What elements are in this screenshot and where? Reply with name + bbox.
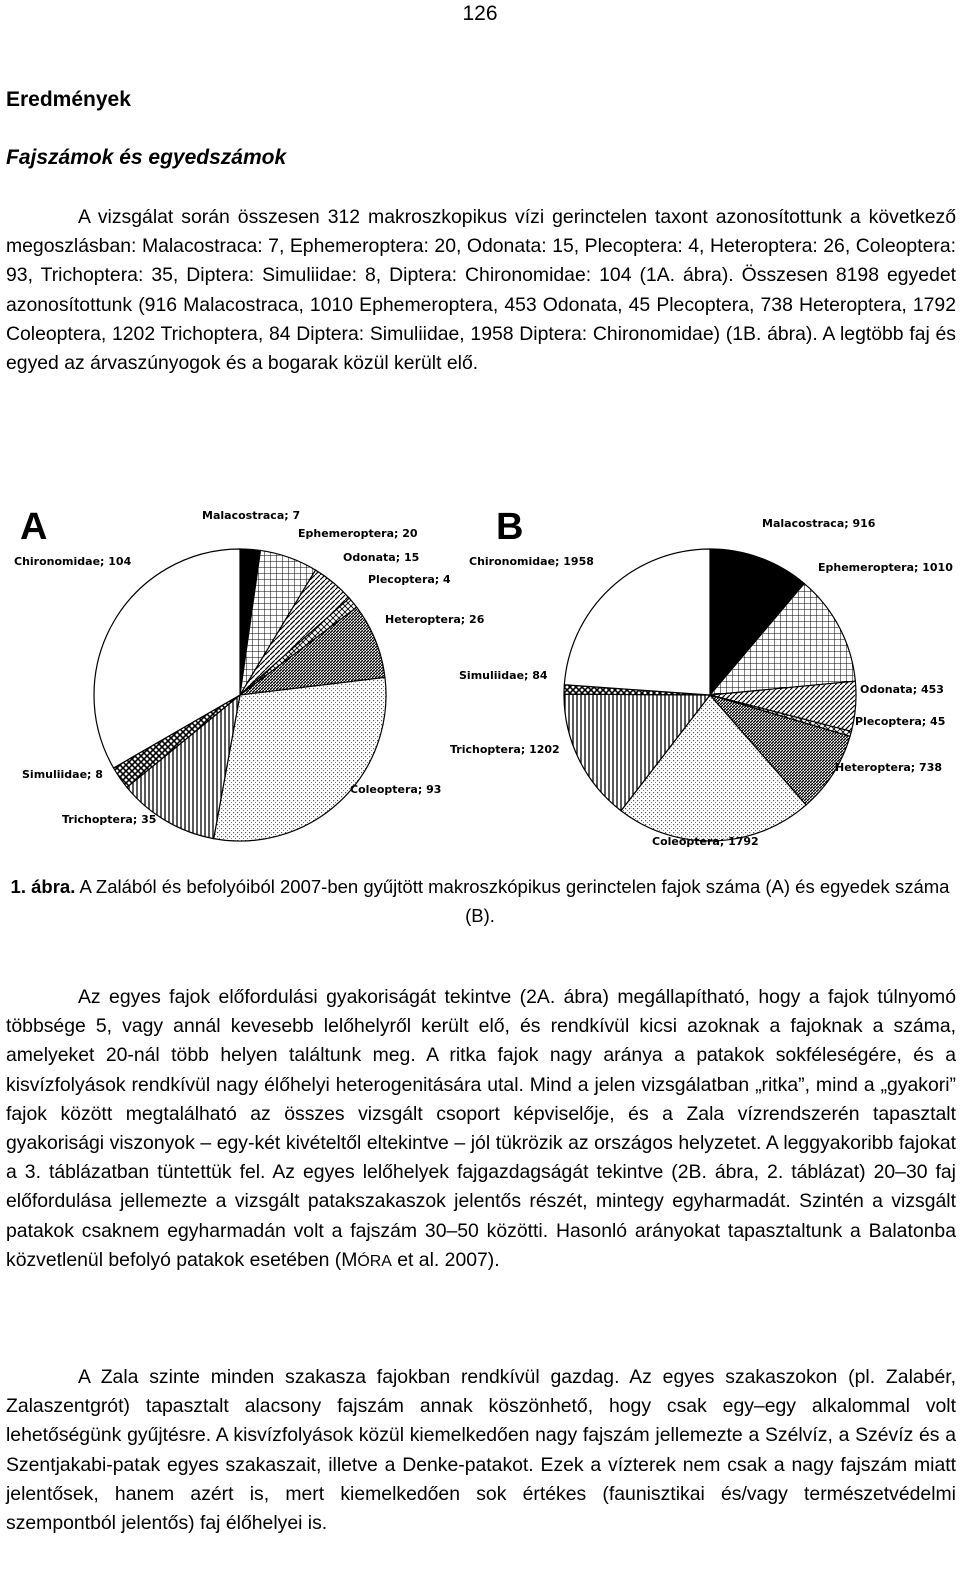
pie-a-label-ephemeroptera: Ephemeroptera; 20 (298, 527, 418, 540)
pie-a (94, 549, 386, 841)
pie-a-label-coleoptera: Coleoptera; 93 (350, 783, 442, 796)
paragraph-zala (6, 1363, 956, 1538)
citation-tail: et al. 2007). (391, 1248, 500, 1271)
pie-a-label-plecoptera: Plecoptera; 4 (368, 573, 451, 586)
pie-b-label-heteroptera: Heteroptera; 738 (835, 761, 942, 774)
pie-b-label-simuliidae: Simuliidae; 84 (459, 669, 548, 682)
section-heading: Eredmények (6, 88, 131, 111)
pie-b-label-plecoptera: Plecoptera; 45 (855, 715, 946, 728)
pie-a-title: A (20, 506, 48, 548)
caption-label: 1. ábra. (10, 876, 76, 897)
paragraph-results (6, 203, 956, 378)
pie-a-label-simuliidae: Simuliidae; 8 (22, 768, 103, 781)
pie-b-title: B (496, 506, 524, 548)
paragraph-frequency (6, 983, 956, 1276)
paragraph-zala-text: A Zala szinte minden szakasza fajokban rendkívül gazdag. Az egyes szakaszokon (pl. Zalabér, Zalaszentgrót) tapasztalt alacsony fajszám annak köszönhető, hogy csak egy–egy alkalommal volt lehetőségünk gyűjtésre. A kisvízfolyások közül kiemelkedően nagy fajszám jellemezte a Szélvíz, a Szévíz és a Szentjakabi-patak egyes szakaszait, illetve a Denke-patakot. Ezek a vízterek nem csak a nagy fajszám miatt jelentősek, hanem azért is, mert kiemelkedően sok értékes (faunisztikai és/vagy természetvédelmi szempontból jelentős) faj élőhelyei is. (6, 1366, 956, 1535)
pie-a-label-malacostraca: Malacostraca; 7 (202, 509, 301, 522)
figure-caption (0, 872, 960, 930)
author-smallcaps: ÓRA (357, 1252, 392, 1270)
pie-a-label-trichoptera: Trichoptera; 35 (62, 813, 157, 826)
pie-b-label-ephemeroptera: Ephemeroptera; 1010 (818, 561, 953, 574)
pie-b-label-odonata: Odonata; 453 (860, 683, 944, 696)
paragraph-frequency-text: Az egyes fajok előfordulási gyakoriságát tekintve (2A. ábra) megállapítható, hogy a fajok túlnyomó többsége 5, vagy annál kevesebb lelőhelyről került elő, és rendkívül kicsi azoknak a fajoknak a száma, amelyeket 20-nál több helyen találtunk meg. A ritka fajok nagy aránya a patakok sokféleségére, és a kisvízfolyások rendkívül nagy élőhelyi heterogenitására utal. Mind a jelen vizsgálatban „ritka”, mind a „gyakori” fajok között megtalálható az összes vizsgált csoport képviselője, és a Zala vízrendszerén tapasztalt gyakorisági viszonyok – egy-két kivételtől eltekintve – jól tükrözik az országos helyzetet. A leggyakoribb fajokat a 3. táblázatban tüntettük fel. Az egyes lelőhelyek fajgazdagságát tekintve (2B. ábra, 2. táblázat) 20–30 faj előfordulása jellemezte a vizsgált patakszakaszok jelentős részét, mintegy egyharmadát. Szintén a vizsgált patakok csaknem egyharmadán volt a fajszám 30–50 közötti. Hasonló arányokat tapasztaltunk a Balatonba közvetlenül befolyó patakok esetében ( (6, 986, 956, 1271)
figure-1-pie-charts (0, 495, 960, 865)
pie-a-label-odonata: Odonata; 15 (343, 551, 420, 564)
pie-b (564, 549, 856, 841)
page-number: 126 (462, 2, 498, 25)
pie-b-label-malacostraca: Malacostraca; 916 (762, 517, 876, 530)
pie-a-slice-coleoptera (214, 677, 386, 841)
author-name (341, 1249, 392, 1271)
subsection-heading: Fajszámok és egyedszámok (6, 146, 287, 169)
author-initial: M (341, 1248, 358, 1271)
caption-text: A Zalából és befolyóiból 2007-ben gyűjtött makroszkópikus gerinctelen fajok száma (A) és egyedek száma (B). (79, 876, 950, 926)
pie-b-label-trichoptera: Trichoptera; 1202 (450, 743, 560, 756)
pie-b-label-chironomidae: Chironomidae; 1958 (469, 555, 594, 568)
pie-a-label-heteroptera: Heteroptera; 26 (385, 613, 485, 626)
pie-a-label-chironomidae: Chironomidae; 104 (14, 555, 132, 568)
pie-b-slice-chironomidae (564, 549, 710, 695)
paragraph-results-text: A vizsgálat során összesen 312 makroszkopikus vízi gerinctelen taxont azonosítottunk a következő megoszlásban: Malacostraca: 7, Ephemeroptera: 20, Odonata: 15, Plecoptera: 4, Heteroptera: 26, Coleoptera: 93, Trichoptera: 35, Diptera: Simuliidae: 8, Diptera: Chironomidae: 104 (1A. ábra). Összesen 8198 egyedet azonosítottunk (916 Malacostraca, 1010 Ephemeroptera, 453 Odonata, 45 Plecoptera, 738 Heteroptera, 1792 Coleoptera, 1202 Trichoptera, 84 Diptera: Simuliidae, 1958 Diptera: Chironomidae) (1B. ábra). A legtöbb faj és egyed az árvaszúnyogok és a bogarak közül került elő. (6, 206, 956, 375)
pie-b-label-coleoptera: Coleoptera; 1792 (652, 835, 759, 848)
